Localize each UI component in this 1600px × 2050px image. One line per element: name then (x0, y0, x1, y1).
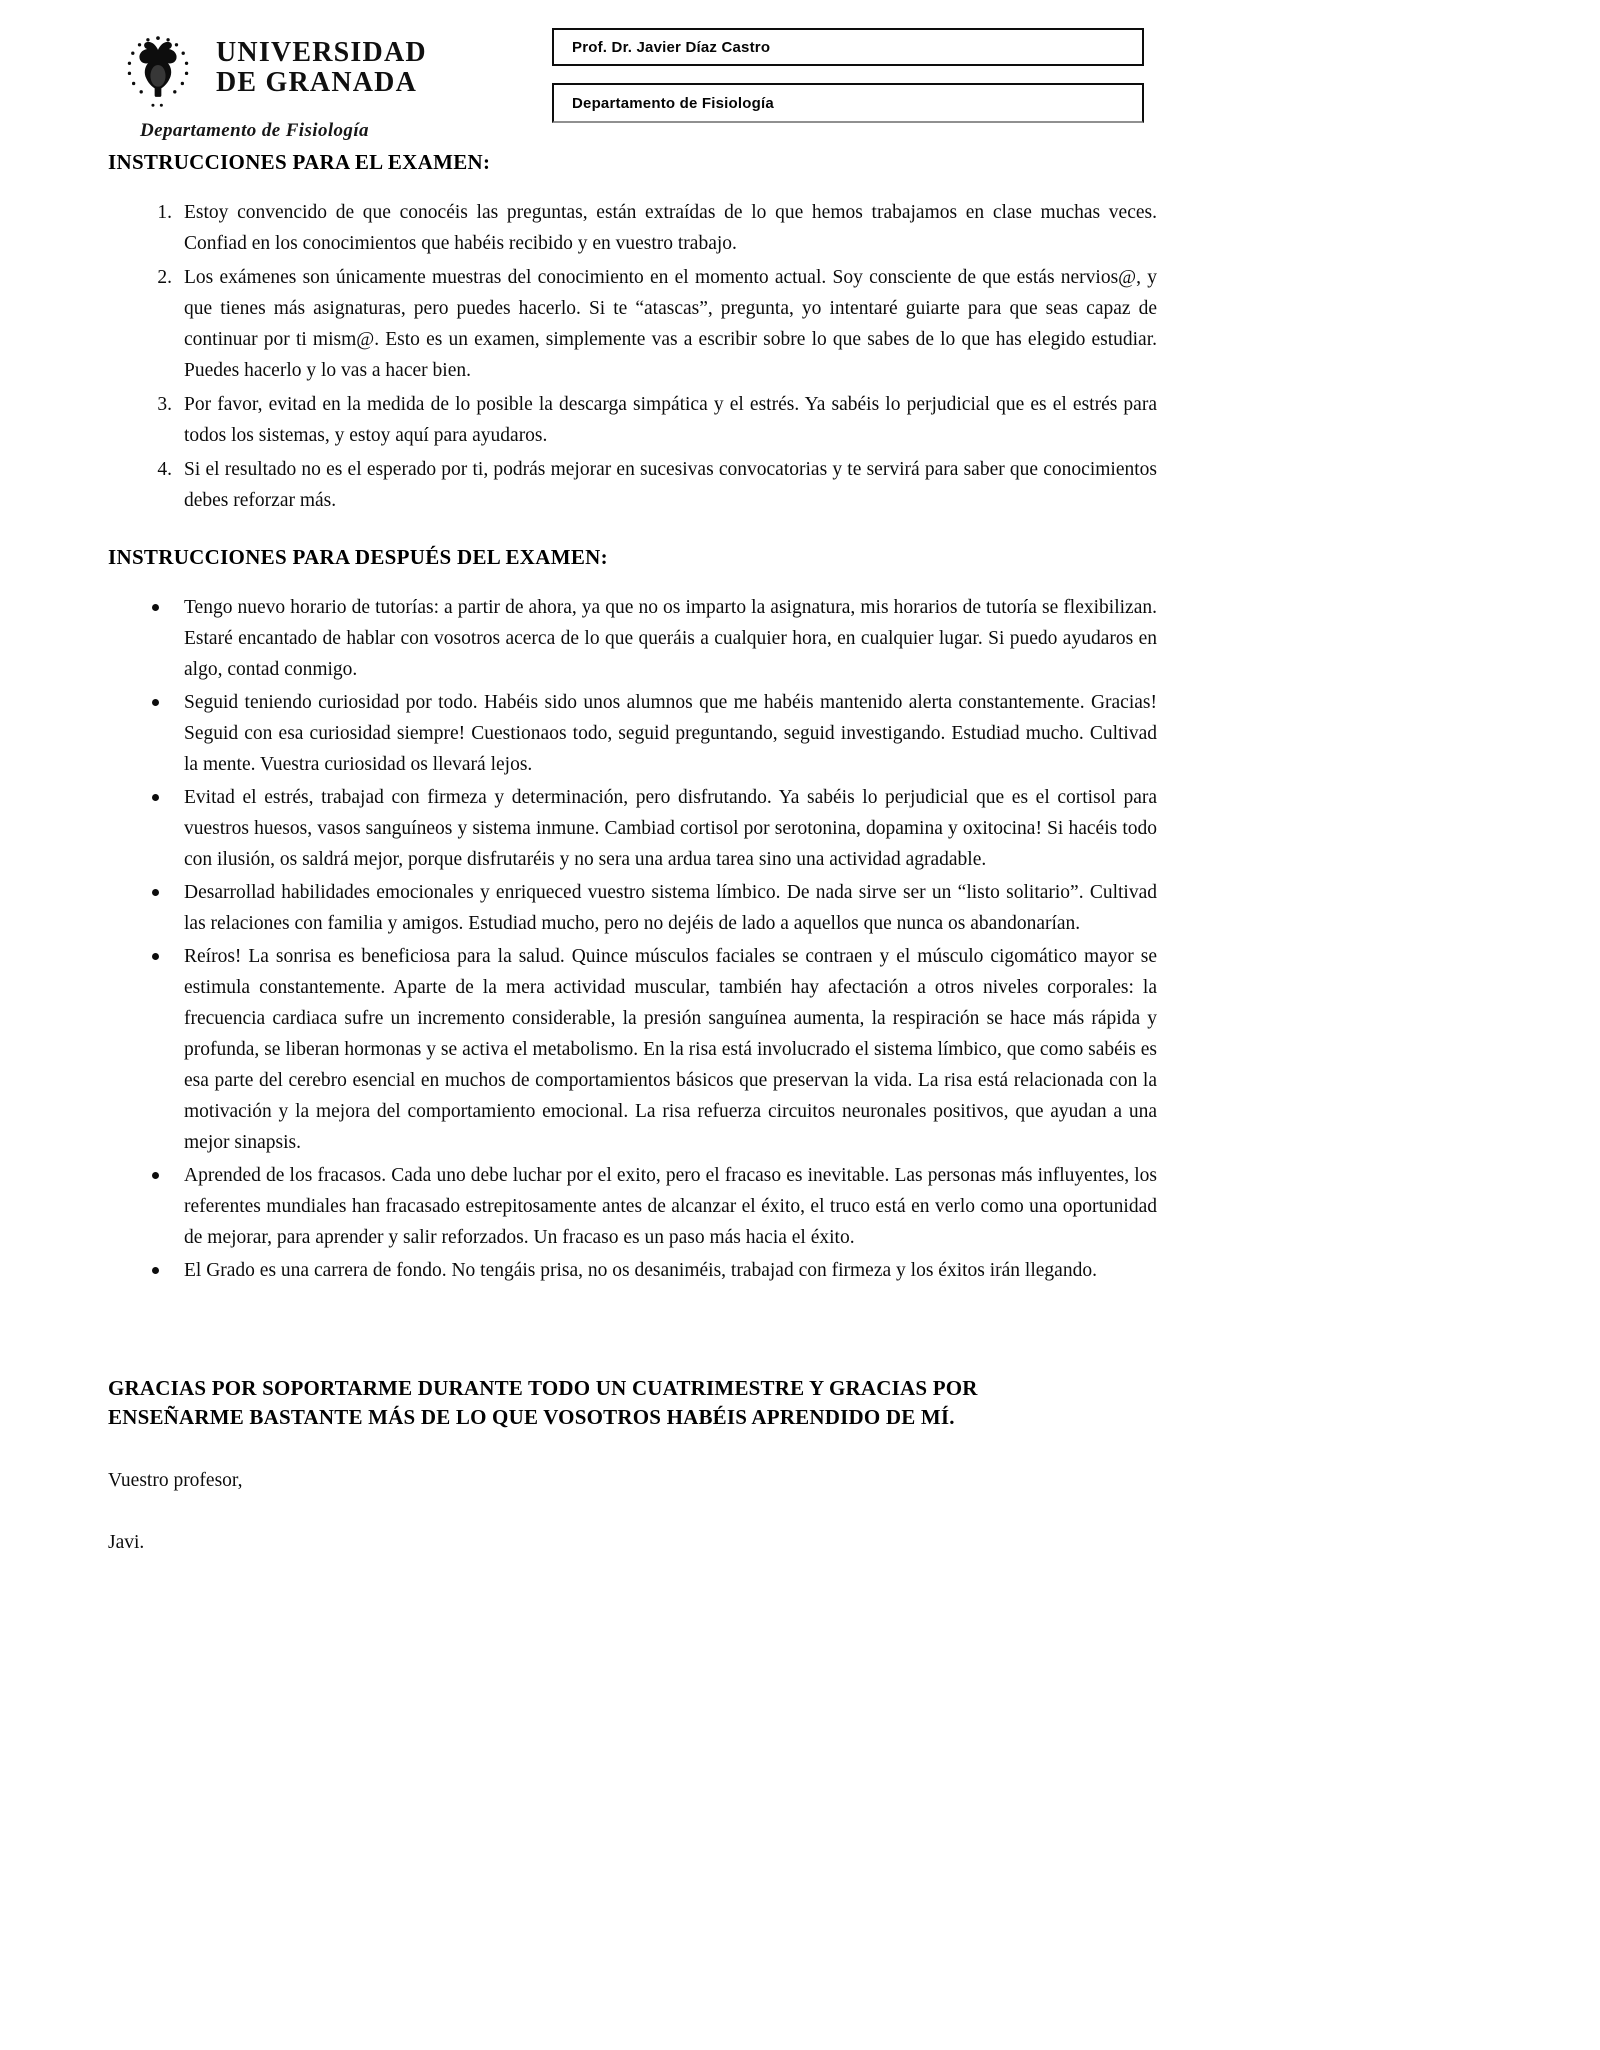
exam-instructions-list (0, 197, 1215, 516)
list-item (0, 592, 1215, 685)
list-item-number: 2. (157, 267, 172, 288)
bullet-dot-icon (152, 1267, 159, 1274)
list-item-text: Reíros! La sonrisa es beneficiosa para la salud. Quince músculos faciales se contraen y el músculo cigomático mayor se estimula constantemente. Aparte de la mera actividad muscular, también hay afectación a otros niveles corporales: la frecuencia cardiaca sufre un incremento considerable, la presión sanguínea aumenta, la respiración se hace más rápida y profunda, se liberan hormonas y se activa el metabolismo. En la risa está involucrado el sistema límbico, que como sabéis es esa parte del cerebro esencial en muchos de comportamientos básicos que preservan la vida. La risa está relacionada con la motivación y la mejora del comportamiento emocional. La risa refuerza circuitos neuronales positivos, que ayudan a una mejor sinapsis. (184, 946, 1157, 1153)
list-item-text: Seguid teniendo curiosidad por todo. Habéis sido unos alumnos que me habéis mantenido alerta constantemente. Gracias! Seguid con esa curiosidad siempre! Cuestionaos todo, seguid preguntando, seguid investigando. Estudiad mucho. Cultivad la mente. Vuestra curiosidad os llevará lejos. (184, 692, 1157, 775)
university-name (216, 38, 427, 98)
list-item-text: Evitad el estrés, trabajad con firmeza y determinación, pero disfrutando. Ya sabéis lo perjudicial que es el cortisol para vuestros huesos, vasos sanguíneos y sistema inmune. Cambiad cortisol por serotonina, dopamina y oxitocina! Si hacéis todo con ilusión, os saldrá mejor, porque disfrutaréis y no sera una ardua tarea sino una actividad agradable. (184, 787, 1157, 870)
professor-name-box: Prof. Dr. Javier Díaz Castro (552, 28, 1144, 66)
list-item (0, 1160, 1215, 1253)
list-item-text: Aprended de los fracasos. Cada uno debe luchar por el exito, pero el fracaso es inevitable. Las personas más influyentes, los referentes mundiales han fracasado estrepitosamente antes de alcanzar el éxito, el truco está en verlo como una oportunidad de mejorar, para aprender y salir reforzados. Un fracaso es un paso más hacia el éxito. (184, 1165, 1157, 1248)
list-item (0, 197, 1215, 259)
university-name-line2: DE GRANADA (216, 67, 417, 98)
list-item (0, 782, 1215, 875)
university-crest-eagle-icon (116, 28, 200, 112)
document-body (0, 150, 1215, 1558)
list-item (0, 1255, 1215, 1286)
document-header (0, 0, 1215, 150)
closing-statement (0, 1374, 1215, 1432)
list-item-number: 3. (157, 394, 172, 415)
bullet-dot-icon (152, 794, 159, 801)
page-right-margin (1215, 0, 1600, 2050)
list-item-text: Los exámenes son únicamente muestras del conocimiento en el momento actual. Soy consciente de que estás nervios@, y que tienes más asignaturas, pero puedes hacerlo. Si te “atascas”, pregunta, yo intentaré guiarte para que seas capaz de continuar por ti mism@. Esto es un examen, simplemente vas a escribir sobre lo que sabes de lo que has elegido estudiar. Puedes hacerlo y lo vas a hacer bien. (184, 267, 1157, 381)
signoff-text: Vuestro profesor, (108, 1470, 243, 1491)
after-exam-instructions-list (0, 592, 1215, 1286)
department-subtitle: Departamento de Fisiología (140, 120, 369, 141)
list-item-text: Desarrollad habilidades emocionales y enriqueced vuestro sistema límbico. De nada sirve ser un “listo solitario”. Cultivad las relaciones con familia y amigos. Estudiad mucho, pero no dejéis de lado a aquellos que nunca os abandonarían. (184, 882, 1157, 934)
university-name-line1: UNIVERSIDAD (216, 37, 427, 68)
list-item-text: Estoy convencido de que conocéis las preguntas, están extraídas de lo que hemos trabajamos en clase muchas veces. Confiad en los conocimientos que habéis recibido y en vuestro trabajo. (184, 202, 1157, 254)
bullet-dot-icon (152, 889, 159, 896)
bullet-dot-icon (152, 604, 159, 611)
list-item (0, 687, 1215, 780)
list-item (0, 262, 1215, 386)
signature-block (0, 1466, 1215, 1558)
list-item (0, 941, 1215, 1158)
list-item (0, 454, 1215, 516)
section-title-after-exam: INSTRUCCIONES PARA DESPUÉS DEL EXAMEN: (108, 545, 608, 569)
signature-name: Javi. (108, 1532, 145, 1553)
bullet-dot-icon (152, 699, 159, 706)
header-info-boxes (552, 28, 1144, 123)
list-item-number: 4. (157, 459, 172, 480)
department-name-box: Departamento de Fisiología (552, 83, 1144, 123)
list-item-text: Tengo nuevo horario de tutorías: a partir de ahora, ya que no os imparto la asignatura, mis horarios de tutoría se flexibilizan. Estaré encantado de hablar con vosotros acerca de lo que queráis a cualquier hora, en cualquier lugar. Si puedo ayudaros en algo, contad conmigo. (184, 597, 1157, 680)
list-item-number: 1. (157, 202, 172, 223)
bullet-dot-icon (152, 1172, 159, 1179)
bullet-dot-icon (152, 953, 159, 960)
university-logo-block (108, 24, 528, 144)
list-item (0, 389, 1215, 451)
closing-line-2: ENSEÑARME BASTANTE MÁS DE LO QUE VOSOTROS HABÉIS APRENDIDO DE MÍ. (108, 1405, 955, 1429)
list-item-text: El Grado es una carrera de fondo. No tengáis prisa, no os desaniméis, trabajad con firmeza y los éxitos irán llegando. (184, 1260, 1097, 1281)
list-item-text: Si el resultado no es el esperado por ti, podrás mejorar en sucesivas convocatorias y te servirá para saber que conocimientos debes reforzar más. (184, 459, 1157, 511)
list-item (0, 877, 1215, 939)
list-item-text: Por favor, evitad en la medida de lo posible la descarga simpática y el estrés. Ya sabéis lo perjudicial que es el estrés para todos los sistemas, y estoy aquí para ayudaros. (184, 394, 1157, 446)
closing-line-1: GRACIAS POR SOPORTARME DURANTE TODO UN CUATRIMESTRE Y GRACIAS POR (108, 1376, 978, 1400)
section-title-exam: INSTRUCCIONES PARA EL EXAMEN: (108, 150, 491, 174)
